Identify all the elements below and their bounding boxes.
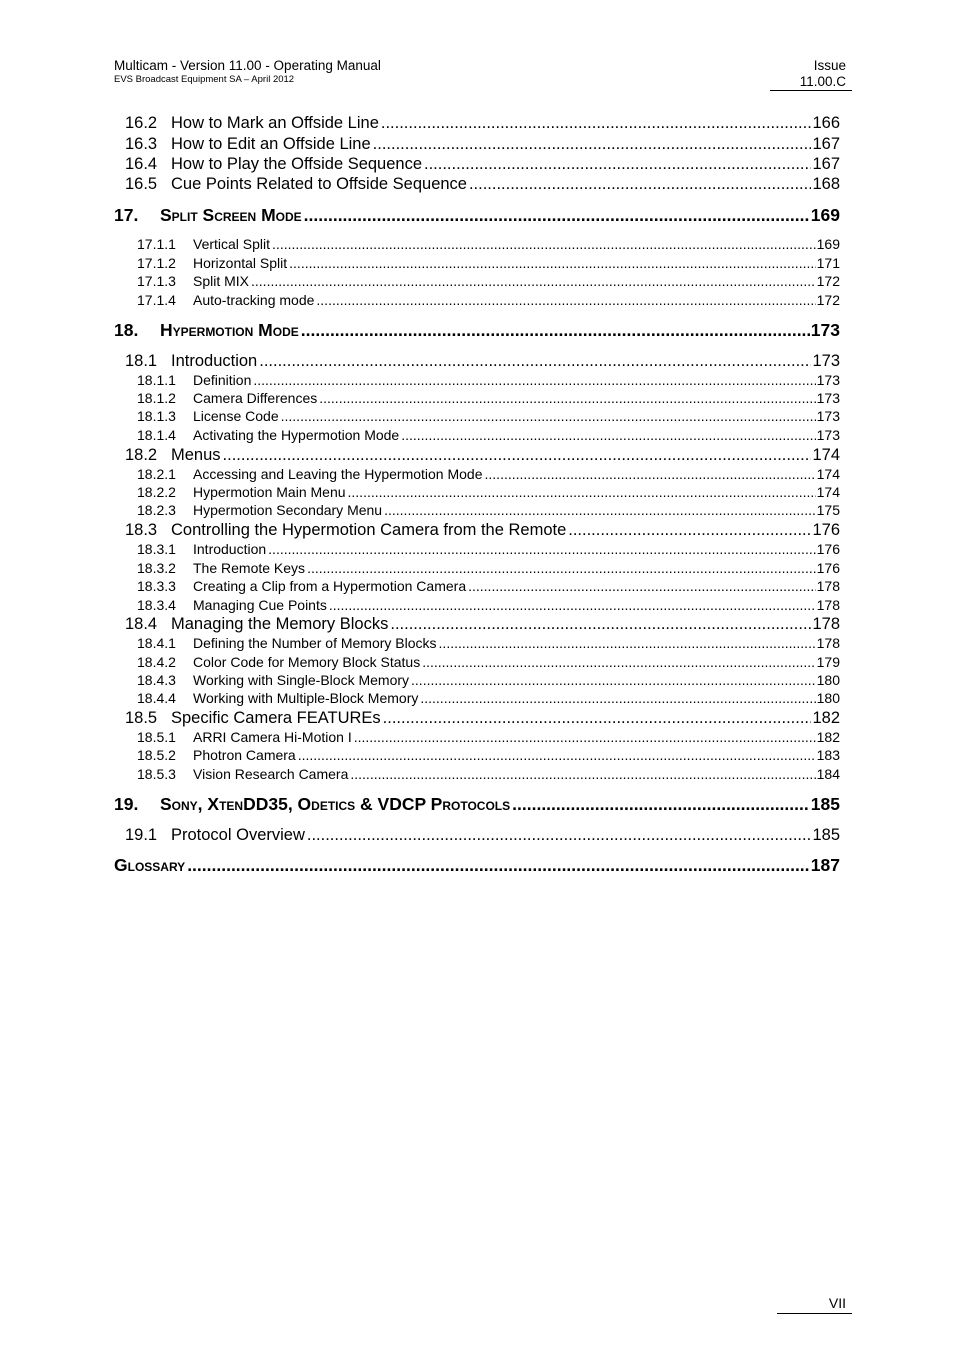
toc-page: 183 [816,747,840,763]
toc-leader [485,465,816,483]
toc-number: 18.1.1 [137,372,176,388]
toc-number: 17.1.1 [137,236,176,252]
toc-page: 178 [816,635,840,651]
toc-number: 19.1 [125,826,158,844]
toc-number: 18.4.4 [137,690,176,706]
toc-entry-18-5-3[interactable] [137,765,840,783]
toc-number: 18.1.3 [137,408,176,424]
toc-number: 16.2 [125,114,158,132]
toc-leader [268,540,815,558]
toc-entry-18-4[interactable] [125,614,840,634]
toc-entry-18-1-2[interactable] [137,389,840,407]
toc-leader [316,291,815,309]
toc-number: 18.5 [125,709,158,727]
toc-page: 173 [816,408,840,424]
toc-page: 175 [816,502,840,518]
toc-page: 171 [816,255,840,271]
toc-number: 18.3.4 [137,597,176,613]
toc-title: Introduction [193,541,267,557]
toc-leader [401,426,815,444]
toc-chapter-18[interactable] [114,319,840,341]
toc-page: 182 [812,709,840,727]
toc-number: 18.5.2 [137,747,176,763]
toc-leader [281,407,816,425]
toc-title: Specific Camera FEATUREs [171,709,381,727]
toc-number: 16.3 [125,135,158,153]
toc-leader [319,389,815,407]
toc-number: 18.3 [125,521,158,539]
toc-title: Sony, XtenDD35, Odetics & VDCP Protocols [160,794,511,814]
toc-entry-16-5[interactable] [125,174,840,194]
toc-entry-18-4-1[interactable] [137,634,840,652]
toc-page: 174 [812,446,840,464]
toc-number: 17. [114,205,139,225]
toc-title: Glossary [114,855,186,875]
toc-page: 180 [816,690,840,706]
toc-title: Working with Single-Block Memory [193,672,410,688]
toc-leader [298,746,816,764]
toc-entry-18-4-2[interactable] [137,653,840,671]
toc-page: 173 [812,352,840,370]
toc-number: 19. [114,794,139,814]
toc-number: 18.1.2 [137,390,176,406]
toc-entry-18-1-4[interactable] [137,426,840,444]
toc-page: 173 [816,372,840,388]
toc-title: Auto-tracking mode [193,292,315,308]
toc-title: Camera Differences [193,390,318,406]
toc-leader [307,559,816,577]
running-header [114,58,381,86]
toc-leader [373,134,812,154]
toc-entry-18-1[interactable] [125,351,840,371]
toc-title: Hypermotion Mode [160,320,299,340]
toc-leader [304,204,810,226]
toc-page: 168 [812,175,840,193]
toc-title: License Code [193,408,279,424]
toc-leader [420,689,815,707]
toc-chapter-19[interactable] [114,793,840,815]
toc-leader [329,596,816,614]
toc-leader [187,854,810,876]
toc-title: Working with Multiple-Block Memory [193,690,419,706]
toc-title: Color Code for Memory Block Status [193,654,421,670]
toc-leader [251,272,816,290]
toc-number: 18.4 [125,615,158,633]
toc-entry-17-1-3[interactable] [137,272,840,290]
toc-leader [381,113,812,133]
toc-leader [439,634,816,652]
toc-number: 18.2.1 [137,466,176,482]
toc-number: 18.5.1 [137,729,176,745]
toc-entry-17-1-1[interactable] [137,235,840,253]
toc-number: 18.5.3 [137,766,176,782]
toc-entry-18-4-4[interactable] [137,689,840,707]
toc-number: 18.3.1 [137,541,176,557]
toc-entry-18-3-2[interactable] [137,559,840,577]
toc-entry-18-1-3[interactable] [137,407,840,425]
toc-number: 17.1.2 [137,255,176,271]
toc-leader [223,445,812,465]
toc-title: Managing the Memory Blocks [171,615,389,633]
page-number: VII [828,1295,846,1311]
toc-leader [469,174,812,194]
toc-leader [301,319,810,341]
toc-number: 17.1.4 [137,292,176,308]
toc-page: 173 [816,390,840,406]
toc-entry-18-4-3[interactable] [137,671,840,689]
toc-leader [354,728,816,746]
toc-page: 178 [816,578,840,594]
toc-page: 180 [816,672,840,688]
toc-page: 184 [816,766,840,782]
toc-leader [259,351,811,371]
toc-number: 18.4.1 [137,635,176,651]
toc-chapter-17[interactable] [114,204,840,226]
toc-entry-16-4[interactable] [125,154,840,174]
toc-entry-16-3[interactable] [125,134,840,154]
toc-entry-18-5-1[interactable] [137,728,840,746]
toc-entry-17-1-4[interactable] [137,291,840,309]
toc-title: Protocol Overview [171,826,305,844]
toc-page: 176 [812,521,840,539]
toc-entry-18-3-3[interactable] [137,577,840,595]
toc-leader [289,254,815,272]
toc-title: How to Play the Offside Sequence [171,155,423,173]
toc-leader [468,577,816,595]
toc-number: 18.2.3 [137,502,176,518]
toc-page: 172 [816,273,840,289]
toc-page: 178 [812,615,840,633]
toc-number: 18.4.2 [137,654,176,670]
toc-leader [568,520,811,540]
toc-leader [512,793,810,815]
toc-number: 18.2 [125,446,158,464]
toc-title: Controlling the Hypermotion Camera from the Remote [171,521,567,539]
toc-leader [383,708,812,728]
toc-page: 187 [810,855,840,875]
toc-number: 16.5 [125,175,158,193]
toc-title: ARRI Camera Hi-Motion I [193,729,352,745]
toc-page: 169 [816,236,840,252]
toc-number: 18.3.3 [137,578,176,594]
toc-page: 173 [810,320,840,340]
toc-entry-18-3-1[interactable] [137,540,840,558]
toc-leader [422,653,815,671]
toc-title: Managing Cue Points [193,597,327,613]
toc-number: 18.4.3 [137,672,176,688]
document-title: Multicam - Version 11.00 - Operating Manual [114,58,381,73]
toc-entry-18-3-4[interactable] [137,596,840,614]
toc-leader [350,765,815,783]
toc-title: Vision Research Camera [193,766,349,782]
toc-title: The Remote Keys [193,560,306,576]
issue-block [800,58,846,90]
toc-title: Defining the Number of Memory Blocks [193,635,437,651]
toc-title: Introduction [171,352,258,370]
toc-entry-18-3[interactable] [125,520,840,540]
toc-title: Cue Points Related to Offside Sequence [171,175,467,193]
toc-title: Split Screen Mode [160,205,302,225]
toc-entry-18-2[interactable] [125,445,840,465]
toc-leader [384,501,816,519]
toc-page: 179 [816,654,840,670]
toc-title: Split MIX [193,273,250,289]
toc-title: Hypermotion Main Menu [193,484,346,500]
toc-leader [424,154,811,174]
toc-entry-18-5-2[interactable] [137,746,840,764]
toc-title: Accessing and Leaving the Hypermotion Mode [193,466,483,482]
document-subtitle: EVS Broadcast Equipment SA – April 2012 [114,74,295,85]
toc-page: 174 [816,484,840,500]
toc-number: 18. [114,320,139,340]
toc-page: 166 [812,114,840,132]
toc-page: 169 [810,205,840,225]
toc-leader [272,235,816,253]
toc-title: How to Edit an Offside Line [171,135,371,153]
toc-page: 174 [816,466,840,482]
toc-title: Creating a Clip from a Hypermotion Camera [193,578,467,594]
toc-number: 17.1.3 [137,273,176,289]
toc-number: 18.3.2 [137,560,176,576]
toc-title: Vertical Split [193,236,271,252]
toc-number: 18.2.2 [137,484,176,500]
toc-entry-19-1[interactable] [125,825,840,845]
toc-entry-18-2-3[interactable] [137,501,840,519]
toc-page: 172 [816,292,840,308]
toc-title: Menus [171,446,221,464]
toc-page: 182 [816,729,840,745]
toc-page: 167 [812,155,840,173]
toc-entry-16-2[interactable] [125,113,840,133]
toc-number: 18.1.4 [137,427,176,443]
toc-title: Activating the Hypermotion Mode [193,427,400,443]
toc-entry-18-2-2[interactable] [137,483,840,501]
issue-number: 11.00.C [799,74,846,89]
toc-leader [348,483,816,501]
toc-title: How to Mark an Offside Line [171,114,379,132]
toc-page: 185 [810,794,840,814]
header-rule [770,90,852,91]
toc-title: Definition [193,372,252,388]
toc-page: 173 [816,427,840,443]
toc-number: 16.4 [125,155,158,173]
toc-page: 185 [812,826,840,844]
toc-glossary[interactable] [114,854,840,876]
toc-title: Photron Camera [193,747,296,763]
toc-entry-18-2-1[interactable] [137,465,840,483]
footer-rule [777,1313,852,1314]
toc-title: Horizontal Split [193,255,288,271]
toc-page: 167 [812,135,840,153]
toc-entry-18-5[interactable] [125,708,840,728]
toc-leader [307,825,812,845]
toc-leader [390,614,811,634]
toc-page: 176 [816,541,840,557]
toc-number: 18.1 [125,352,158,370]
toc-leader [411,671,816,689]
toc-page: 178 [816,597,840,613]
issue-label: Issue [813,58,846,73]
toc-entry-18-1-1[interactable] [137,371,840,389]
toc-page: 176 [816,560,840,576]
toc-title: Hypermotion Secondary Menu [193,502,383,518]
toc-leader [253,371,815,389]
toc-entry-17-1-2[interactable] [137,254,840,272]
